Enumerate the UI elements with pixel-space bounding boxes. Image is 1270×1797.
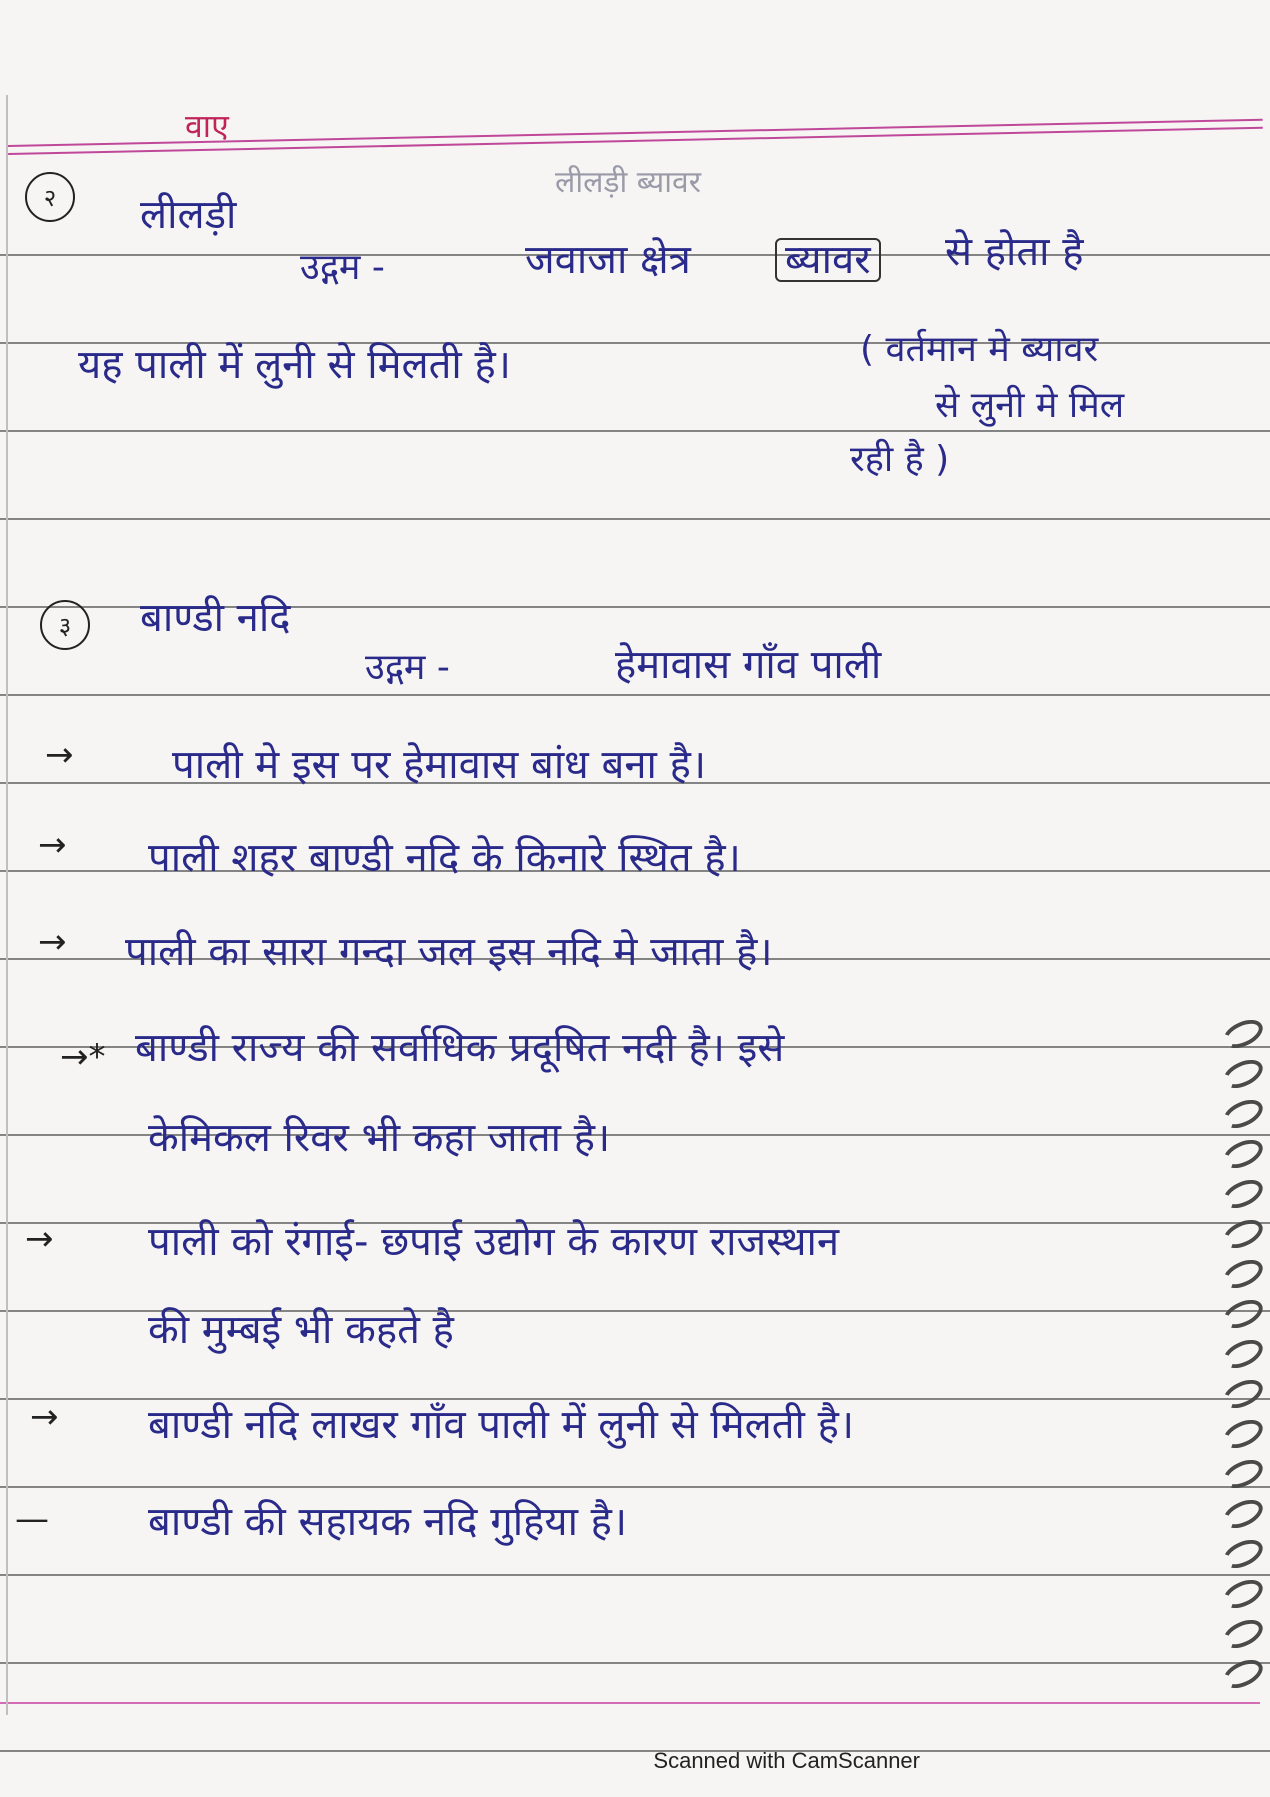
corner-label: वाए [185, 107, 229, 145]
bottom-margin-line [0, 1702, 1260, 1704]
point-3-marker: → [38, 922, 67, 962]
spiral-ring [1219, 1214, 1267, 1254]
point-6-text: बाण्डी नदि लाखर गाँव पाली में लुनी से मिलती है। [148, 1402, 855, 1448]
point-3-text: पाली का सारा गन्दा जल इस नदि मे जाता है। [125, 929, 773, 975]
point-5-marker: → [25, 1219, 54, 1259]
spiral-ring [1219, 1414, 1267, 1454]
section-2-origin-boxed: ब्यावर [775, 238, 881, 282]
spiral-ring [1219, 1614, 1267, 1654]
section-2-number: २ [25, 172, 75, 222]
point-5-continuation: की मुम्बई भी कहते है [148, 1307, 454, 1353]
spiral-ring [1219, 1094, 1267, 1134]
point-4-marker: →* [60, 1037, 106, 1077]
spiral-ring [1219, 1494, 1267, 1534]
spiral-ring [1219, 1374, 1267, 1414]
spiral-ring [1219, 1334, 1267, 1374]
scanner-watermark: Scanned with CamScanner [653, 1748, 920, 1773]
spiral-ring [1219, 1654, 1267, 1694]
section-2-bracket-line-1: ( वर्तमान मे ब्यावर [860, 329, 1099, 370]
section-2-bracket-line-3: रही है ) [850, 439, 950, 480]
point-7-text: बाण्डी की सहायक नदि गुहिया है। [148, 1499, 628, 1545]
point-4-text: बाण्डी राज्य की सर्वाधिक प्रदूषित नदी है। इसे [135, 1025, 785, 1071]
spiral-ring [1219, 1534, 1267, 1574]
section-2-origin-text-1: जवाजा क्षेत्र [525, 237, 691, 283]
point-6-marker: → [30, 1397, 59, 1437]
section-2-line-1: यह पाली में लुनी से मिलती है। [78, 342, 511, 388]
section-2-bracket-line-2: से लुनी मे मिल [935, 385, 1125, 426]
section-2-origin-text-2: से होता है [945, 229, 1084, 275]
point-7-marker: — [15, 1499, 49, 1539]
spiral-ring [1219, 1174, 1267, 1214]
section-3-origin-text: हेमावास गाँव पाली [615, 642, 882, 688]
spiral-ring [1219, 1134, 1267, 1174]
spiral-ring [1219, 1014, 1267, 1054]
spiral-ring [1219, 1054, 1267, 1094]
point-1-text: पाली मे इस पर हेमावास बांध बना है। [172, 742, 707, 788]
point-5-text: पाली को रंगाई- छपाई उद्योग के कारण राजस्थान [148, 1219, 840, 1265]
spiral-ring [1219, 1254, 1267, 1294]
section-3-number: ३ [40, 600, 90, 650]
spiral-ring [1219, 1454, 1267, 1494]
section-2-origin-label: उद्गम - [300, 247, 385, 288]
point-2-marker: → [38, 825, 67, 865]
point-4-continuation: केमिकल रिवर भी कहा जाता है। [148, 1115, 611, 1161]
page-left-edge [6, 95, 8, 1715]
spiral-ring [1219, 1294, 1267, 1334]
faint-note: लीलड़ी ब्यावर [555, 165, 701, 200]
section-3-origin-label: उद्गम - [365, 647, 450, 688]
section-3-title: बाण्डी नदि [140, 595, 291, 641]
section-2-title: लीलड़ी [140, 192, 237, 238]
point-2-text: पाली शहर बाण्डी नदि के किनारे स्थित है। [148, 835, 741, 881]
point-1-marker: → [45, 735, 74, 775]
spiral-ring [1219, 1574, 1267, 1614]
